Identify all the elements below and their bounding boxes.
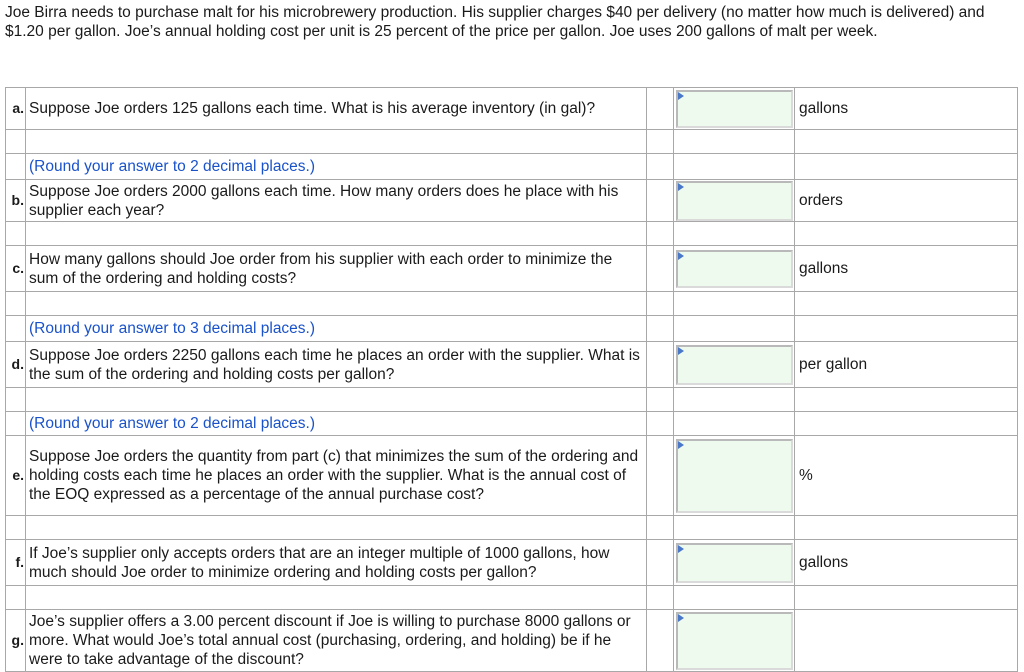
question-row-g	[6, 610, 1018, 672]
answer-box-e[interactable]	[676, 439, 793, 513]
question-row-c	[6, 246, 1018, 292]
question-text: Suppose Joe orders 125 gallons each time. What is his average inventory (in gal)?	[26, 88, 647, 130]
rounding-note: (Round your answer to 2 decimal places.)	[26, 154, 647, 180]
answer-box-c[interactable]	[676, 250, 793, 288]
gap-cell	[647, 246, 674, 292]
question-text: Joe’s supplier offers a 3.00 percent discount if Joe is willing to purchase 8000 gallons or more. What would Joe’s total annual cost (purchasing, ordering, and holding) be if he were to take advantage of the discount?	[26, 610, 647, 672]
question-letter: c.	[6, 246, 26, 292]
answer-cell	[674, 436, 795, 516]
answer-box-a[interactable]	[676, 90, 793, 128]
question-letter: e.	[6, 436, 26, 516]
note-row	[6, 154, 1018, 180]
spacer-row	[6, 586, 1018, 610]
spacer-row	[6, 516, 1018, 540]
question-text: If Joe’s supplier only accepts orders that are an integer multiple of 1000 gallons, how much should Joe order to minimize ordering and holding costs per gallon?	[26, 540, 647, 586]
note-row	[6, 412, 1018, 436]
note-row	[6, 316, 1018, 342]
answer-box-b[interactable]	[676, 181, 793, 221]
answer-cell	[674, 88, 795, 130]
unit-label: gallons	[795, 540, 1018, 586]
question-letter: a.	[6, 88, 26, 130]
question-row-d	[6, 342, 1018, 388]
question-text: Suppose Joe orders 2000 gallons each time. How many orders does he place with his supplier each year?	[26, 180, 647, 222]
rounding-note: (Round your answer to 3 decimal places.)	[26, 316, 647, 342]
answer-cell	[674, 246, 795, 292]
problem-statement: Joe Birra needs to purchase malt for his microbrewery production. His supplier charges $40 per delivery (no matter how much is delivered) and $1.20 per gallon. Joe’s annual holding cost per unit is 25 percent of the price per gallon. Joe uses 200 gallons of malt per week.	[5, 4, 985, 40]
answer-input-d[interactable]	[678, 347, 791, 383]
gap-cell	[647, 88, 674, 130]
question-text: How many gallons should Joe order from his supplier with each order to minimize the sum of the ordering and holding costs?	[26, 246, 647, 292]
spacer-row	[6, 130, 1018, 154]
unit-label: %	[795, 436, 1018, 516]
answer-cell	[674, 342, 795, 388]
gap-cell	[647, 436, 674, 516]
question-text: Suppose Joe orders 2250 gallons each time he places an order with the supplier. What is the sum of the ordering and holding costs per gallon?	[26, 342, 647, 388]
unit-label	[795, 610, 1018, 672]
answer-input-e[interactable]	[678, 441, 791, 511]
gap-cell	[647, 540, 674, 586]
answer-input-b[interactable]	[678, 183, 791, 219]
answer-box-f[interactable]	[676, 543, 793, 583]
question-table	[5, 87, 1018, 672]
answer-cell	[674, 610, 795, 672]
answer-box-g[interactable]	[676, 612, 793, 670]
gap-cell	[647, 180, 674, 222]
answer-input-c[interactable]	[678, 252, 791, 286]
answer-input-g[interactable]	[678, 614, 791, 668]
answer-input-f[interactable]	[678, 545, 791, 581]
unit-label: per gallon	[795, 342, 1018, 388]
answer-input-a[interactable]	[678, 92, 791, 126]
gap-cell	[647, 610, 674, 672]
answer-cell	[674, 180, 795, 222]
rounding-note: (Round your answer to 2 decimal places.)	[26, 412, 647, 436]
spacer-row	[6, 222, 1018, 246]
question-row-a	[6, 88, 1018, 130]
question-text: Suppose Joe orders the quantity from part (c) that minimizes the sum of the ordering and holding costs each time he places an order with the supplier. What is the annual cost of the EOQ expressed as a percentage of the annual purchase cost?	[26, 436, 647, 516]
question-letter: b.	[6, 180, 26, 222]
spacer-row	[6, 292, 1018, 316]
answer-cell	[674, 540, 795, 586]
question-row-e	[6, 436, 1018, 516]
unit-label: gallons	[795, 88, 1018, 130]
question-row-b	[6, 180, 1018, 222]
question-row-f	[6, 540, 1018, 586]
question-letter: f.	[6, 540, 26, 586]
unit-label: orders	[795, 180, 1018, 222]
gap-cell	[647, 342, 674, 388]
spacer-row	[6, 388, 1018, 412]
question-letter: g.	[6, 610, 26, 672]
unit-label: gallons	[795, 246, 1018, 292]
question-letter: d.	[6, 342, 26, 388]
answer-box-d[interactable]	[676, 345, 793, 385]
